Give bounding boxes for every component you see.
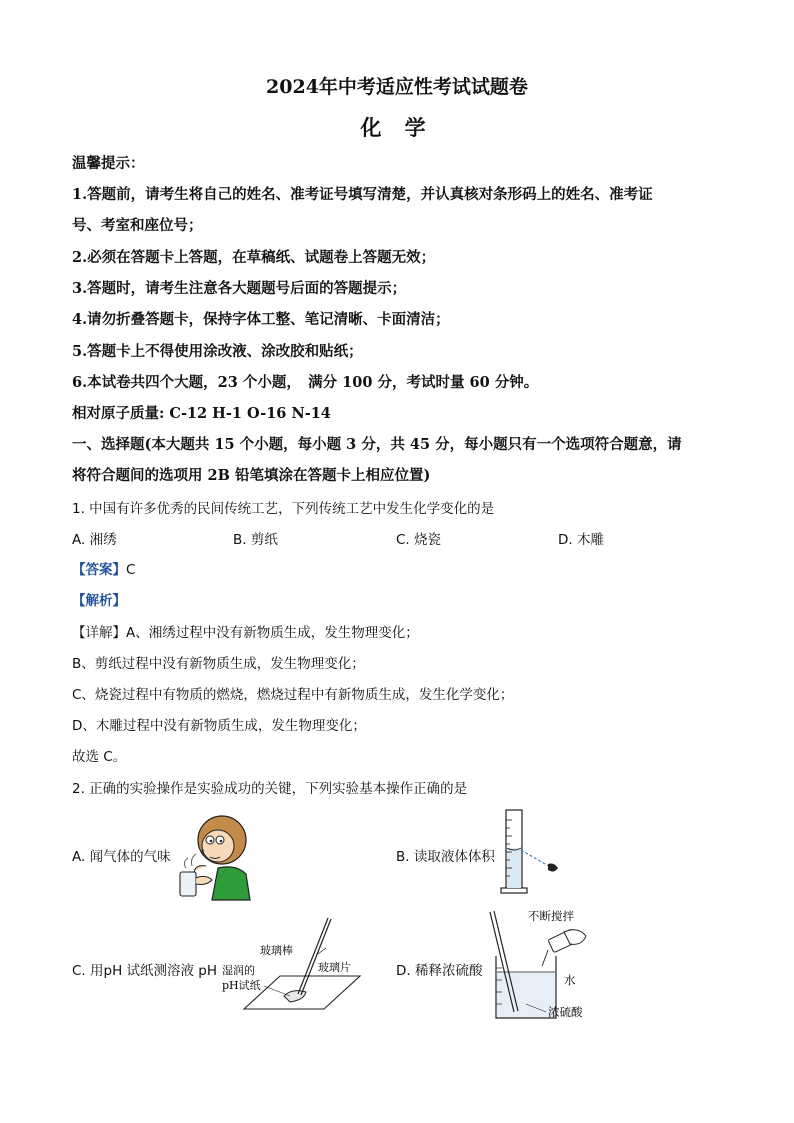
q1-conclusion: 故选 C。 xyxy=(72,749,127,765)
q1-detail-line-1 xyxy=(72,621,419,641)
q1-analysis-tag xyxy=(72,589,126,609)
label-stir: 不断搅拌 xyxy=(528,909,574,923)
notice-item-2: 2.必须在答题卡上答题，在草稿纸、试题卷上答题无效； xyxy=(72,249,436,266)
atomic-mass: 相对原子质量: C-12 H-1 O-16 N-14 xyxy=(72,405,331,422)
q1-detail-line-2: B、剪纸过程中没有新物质生成，发生物理变化； xyxy=(72,656,365,672)
notice-item-1: 1.答题前，请考生将自己的姓名、准考证号填写清楚，并认真核对条形码上的姓名、准考证 xyxy=(72,186,653,203)
q2-option-b: B. 读取液体体积 xyxy=(396,849,495,865)
ph-test-figure xyxy=(220,914,370,1014)
section-heading-line1: 一、选择题(本大题共 15 个小题，每小题 3 分，共 45 分，每小题只有一个选项符合题意，请 xyxy=(72,436,682,453)
q1-option-c: C. 烧瓷 xyxy=(396,532,442,548)
q1-detail-line-3: C、烧瓷过程中有物质的燃烧，燃烧过程中有新物质生成，发生化学变化； xyxy=(72,687,514,703)
label-conc-acid: 浓硫酸 xyxy=(548,1005,583,1019)
notice-item-6: 6.本试卷共四个大题，23 个小题， 满分 100 分，考试时量 60 分钟。 xyxy=(72,374,539,391)
q2-option-d: D. 稀释浓硫酸 xyxy=(396,963,483,979)
q1-stem: 1. 中国有许多优秀的民间传统工艺，下列传统工艺中发生化学变化的是 xyxy=(72,501,495,517)
answer-value: C xyxy=(126,562,136,578)
q1-answer xyxy=(72,558,135,578)
q1-detail-line-4: D、木雕过程中没有新物质生成，发生物理变化； xyxy=(72,718,366,734)
subject-title: 化 学 xyxy=(360,115,434,140)
label-wet-paper-l1: 湿润的 xyxy=(222,964,255,977)
label-water: 水 xyxy=(564,973,576,987)
notice-item-4: 4.请勿折叠答题卡，保持字体工整、笔记清晰、卡面清洁； xyxy=(72,311,450,328)
notice-label: 温馨提示： xyxy=(72,155,145,172)
label-wet-paper-l2: pH试纸 xyxy=(222,979,261,992)
q1-option-d: D. 木雕 xyxy=(558,532,604,548)
smell-gas-figure xyxy=(166,808,262,904)
q2-option-c: C. 用pH 试纸测溶液 pH xyxy=(72,963,218,979)
q1-option-a: A. 湘绣 xyxy=(72,532,117,548)
detail-text: A、湘绣过程中没有新物质生成，发生物理变化； xyxy=(126,625,419,641)
notice-item-3: 3.答题时，请考生注意各大题题号后面的答题提示； xyxy=(72,280,407,297)
q2-stem: 2. 正确的实验操作是实验成功的关键，下列实验基本操作正确的是 xyxy=(72,781,468,797)
notice-item-1-cont: 号、考室和座位号； xyxy=(72,217,203,234)
read-cylinder-figure xyxy=(498,806,568,896)
label-glass-plate: 玻璃片 xyxy=(318,961,351,974)
answer-tag: 【答案】 xyxy=(72,562,126,578)
q2-option-a: A. 闻气体的气味 xyxy=(72,849,171,865)
analysis-tag: 【解析】 xyxy=(72,593,126,609)
q1-option-b: B. 剪纸 xyxy=(233,532,278,548)
notice-item-5: 5.答题卡上不得使用涂改液、涂改胶和贴纸； xyxy=(72,343,363,360)
exam-title: 2024年中考适应性考试试题卷 xyxy=(266,76,528,98)
dilute-acid-figure xyxy=(486,906,600,1024)
section-heading-line2: 将符合题间的选项用 2B 铅笔填涂在答题卡上相应位置) xyxy=(72,467,431,484)
detail-tag: 【详解】 xyxy=(72,625,126,641)
label-glass-rod: 玻璃棒 xyxy=(260,944,293,957)
